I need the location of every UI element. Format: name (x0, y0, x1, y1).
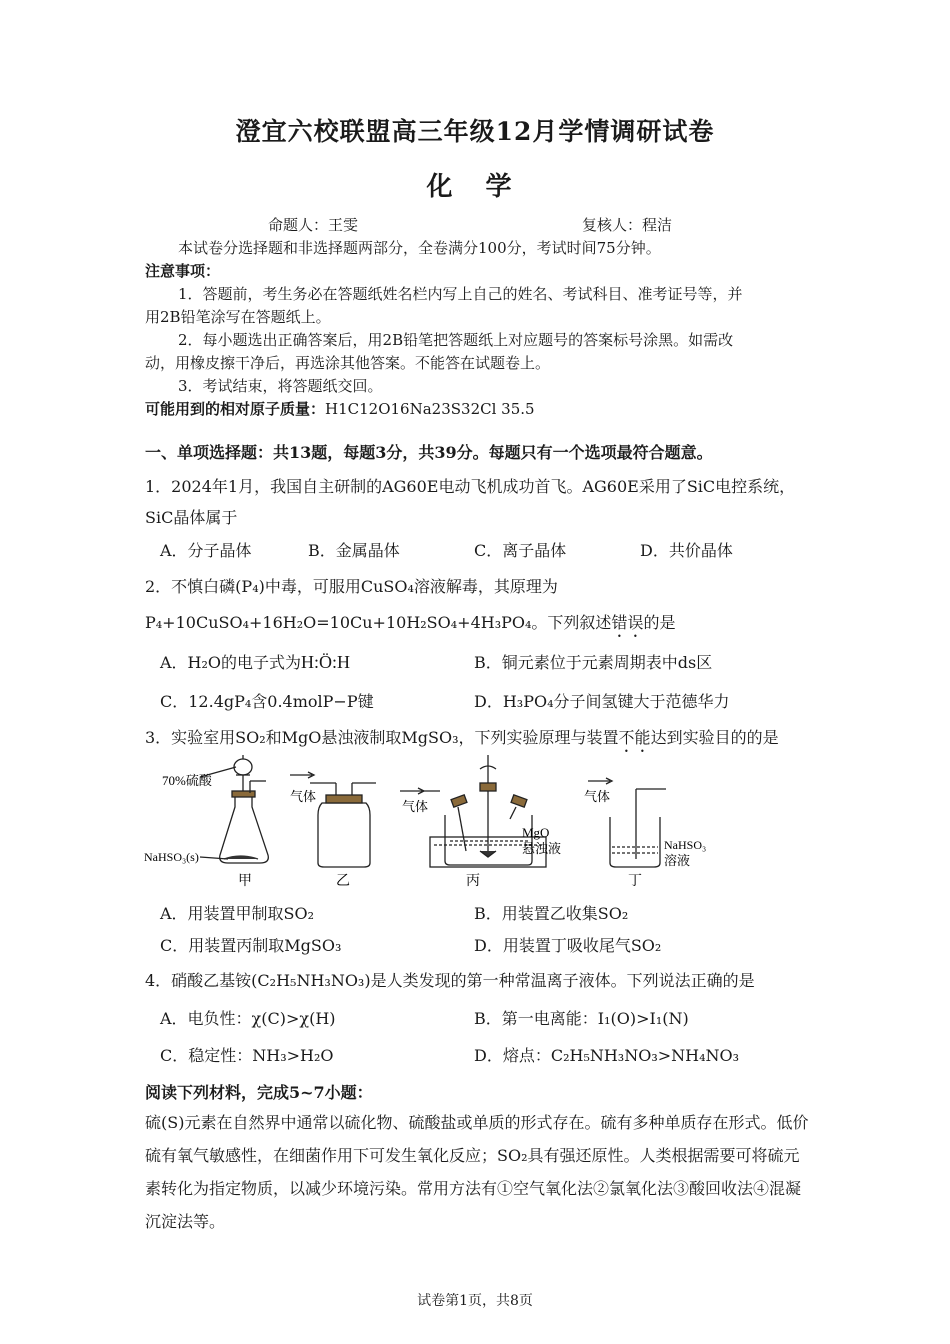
label-bing: 丙 (466, 874, 480, 889)
q1-option-a: A．分子晶体 (160, 541, 252, 560)
q3-stem-pre: 3．实验室用SO₂和MgO悬浊液制取MgSO₃，下列实验原理与装置 (145, 728, 619, 747)
q2-stem-a: 2．不慎白磷(P₄)中毒，可服用CuSO₄溶液解毒，其原理为 (145, 577, 558, 596)
masses-label: 可能用到的相对原子质量： (145, 400, 326, 418)
note-3: 3．考试结束，将答题纸交回。 (178, 377, 383, 395)
author: 命题人：王雯 (268, 216, 359, 234)
apparatus-jia (200, 755, 268, 863)
exam-title: 澄宜六校联盟高三年级12月学情调研试卷 (235, 117, 715, 146)
apparatus-yi (290, 772, 376, 867)
q3-option-a: A．用装置甲制取SO₂ (160, 904, 315, 923)
q4-option-a: A．电负性：χ(C)>χ(H) (160, 1009, 336, 1028)
label-nahso3-sol: NaHSO₃ (664, 838, 707, 852)
q1-stem-b: SiC晶体属于 (145, 508, 238, 527)
q2-option-a (160, 650, 350, 673)
q2-option-c: C．12.4gP₄含0.4molP−P键 (160, 692, 374, 711)
q1-option-d: D．共价晶体 (640, 541, 733, 560)
q1-option-b: B．金属晶体 (308, 541, 400, 560)
label-ding: 丁 (628, 874, 642, 889)
q4-stem: 4．硝酸乙基铵(C₂H₅NH₃NO₃)是人类发现的第一种常温离子液体。下列说法正确的是 (145, 971, 755, 990)
q4-option-d: D．熔点：C₂H₅NH₃NO₃>NH₄NO₃ (474, 1046, 740, 1065)
q2-equation: P₄+10CuSO₄+16H₂O=10Cu+10H₂SO₄+4H₃PO₄。下列叙述 (145, 613, 612, 632)
section-heading: 一、单项选择题：共13题，每题3分，共39分。每题只有一个选项最符合题意。 (145, 443, 713, 462)
q4-option-b: B．第一电离能：I₁(O)>I₁(N) (474, 1009, 689, 1028)
label-gas-2: 气体 (402, 799, 429, 814)
note-1b: 用2B铅笔涂写在答题纸上。 (145, 308, 331, 326)
masses-values: H1C12O16Na23S32Cl 35.5 (325, 400, 535, 418)
label-solution: 溶液 (664, 853, 691, 868)
q2-emphasis-wrong: 错误 (611, 613, 644, 632)
notes-heading: 注意事项： (145, 262, 221, 280)
apparatus-diagram (140, 755, 820, 895)
label-mgo: MgO (522, 825, 550, 840)
q3-emphasis-not: 不能 (618, 728, 651, 747)
q2-option-a-text: A．H₂O的电子式为 (160, 653, 302, 672)
q3-stem (145, 725, 779, 756)
subject-title: 化 学 (426, 172, 524, 202)
intro-text: 本试卷分选择题和非选择题两部分，全卷满分100分，考试时间75分钟。 (178, 239, 661, 257)
q3-option-d: D．用装置丁吸收尾气SO₂ (474, 936, 662, 955)
q1-stem-a: 1．2024年1月，我国自主研制的AG60E电动飞机成功首飞。AG60E采用了SiC电控系统， (145, 477, 796, 496)
label-acid: 70%硫酸 (162, 773, 212, 788)
label-yi: 乙 (336, 874, 350, 889)
note-2a: 2．每小题选出正确答案后，用2B铅笔把答题纸上对应题号的答案标号涂黑。如需改 (178, 331, 734, 349)
q2-option-a-formula: H:Ö:H (301, 652, 351, 672)
atomic-masses (145, 398, 535, 419)
q2-equation-line (145, 610, 675, 641)
reading-body: 硫(S)元素在自然界中通常以硫化物、硫酸盐或单质的形式存在。硫有多种单质存在形式。低价硫有氧气敏感性，在细菌作用下可发生氧化反应；SO₂具有强还原性。人类根据需要可将硫元素转化为指定物质，以减少环境污染。常用方法有①空气氧化法②氯氧化法③酸回收法④混凝沉淀法等。 (145, 1113, 809, 1231)
q2-option-d: D．H₃PO₄分子间氢键大于范德华力 (474, 692, 730, 711)
label-gas-1: 气体 (290, 789, 317, 804)
label-suspension: 悬浊液 (522, 841, 562, 856)
note-1a: 1．答题前，考生务必在答题纸姓名栏内写上自己的姓名、考试科目、准考证号等，并 (178, 285, 743, 303)
q2-option-b: B．铜元素位于元素周期表中ds区 (474, 653, 713, 672)
q1-option-c: C．离子晶体 (474, 541, 567, 560)
q3-option-c: C．用装置丙制取MgSO₃ (160, 936, 342, 955)
label-gas-3: 气体 (584, 789, 611, 804)
reviewer: 复核人：程洁 (582, 216, 673, 234)
q3-option-b: B．用装置乙收集SO₂ (474, 904, 629, 923)
q2-stem-end: 的是 (643, 613, 676, 632)
note-2b: 动，用橡皮擦干净后，再选涂其他答案。不能答在试题卷上。 (145, 354, 551, 372)
label-nahso3: NaHSO₃(s) (144, 850, 199, 864)
q3-stem-post: 达到实验目的的是 (650, 728, 779, 747)
label-jia: 甲 (238, 874, 252, 889)
reading-heading: 阅读下列材料，完成5~7小题： (145, 1083, 373, 1102)
q4-option-c: C．稳定性：NH₃>H₂O (160, 1046, 334, 1065)
page-footer: 试卷第1页，共8页 (417, 1293, 533, 1309)
